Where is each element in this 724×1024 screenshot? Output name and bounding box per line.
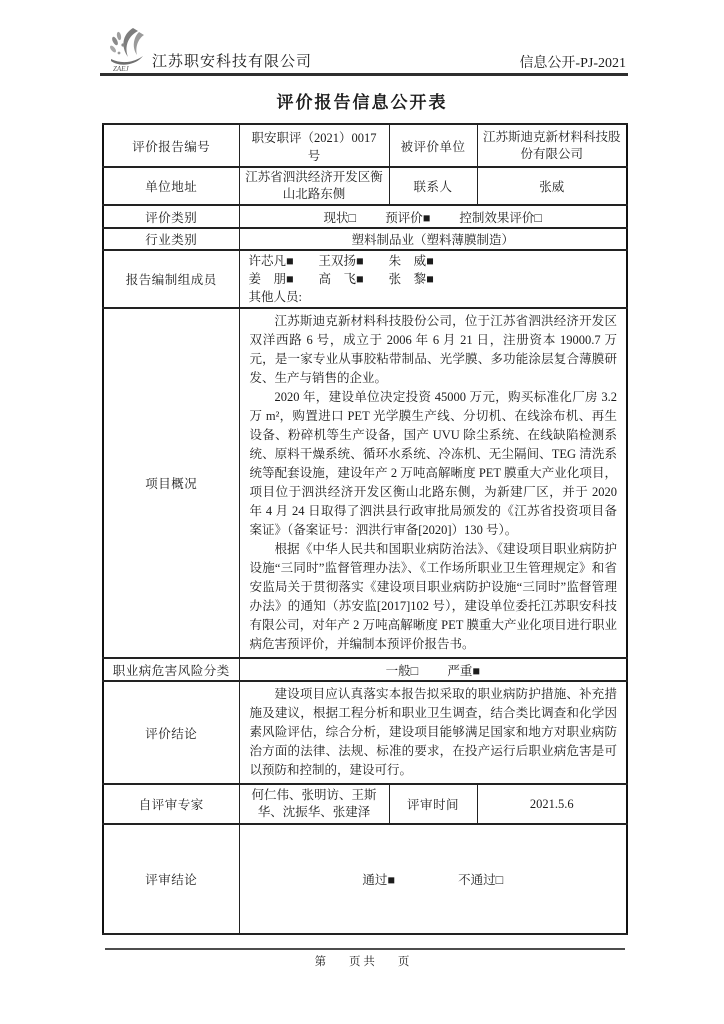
header-rule	[100, 73, 628, 76]
disclosure-table	[102, 123, 628, 935]
header-company-name: 江苏职安科技有限公司	[152, 54, 313, 70]
review-result-options	[239, 824, 627, 934]
team-line-2: 姜 朋■ 高 飞■ 张 黎■	[248, 272, 434, 286]
table-row-experts	[103, 784, 627, 824]
table-row-conclusion	[103, 681, 627, 784]
footer-rule	[105, 948, 625, 950]
table-row-risk-class	[103, 658, 627, 681]
table-row-report-no	[103, 124, 627, 167]
address-label: 单位地址	[103, 167, 239, 205]
contact-value: 张威	[477, 167, 627, 205]
eval-category-label: 评价类别	[103, 205, 239, 228]
conclusion-label: 评价结论	[103, 681, 239, 784]
industry-label: 行业类别	[103, 228, 239, 250]
checkbox-option-general: 一般□	[385, 663, 419, 678]
overview-paragraph-3: 根据《中华人民共和国职业病防治法》、《建设项目职业病防护设施“三同时”监督管理办法》、《工作场所职业卫生管理规定》和省安监局关于贯彻落实《建设项目职业病防护设施“三同时”监督管理办法》的通知（苏安监[2017]102 号），建设单位委托江苏职安科技有限公司，对年产 2 万吨高解晰度 PET 膜重大产业化项目进行职业病危害预评价，并编制本预评价报告书。	[249, 542, 617, 651]
checkbox-option-fail: 不通过□	[458, 873, 504, 887]
checkbox-option-status: 现状□	[323, 210, 357, 225]
checkbox-option-pre-eval: 预评价■	[385, 210, 431, 225]
table-row-eval-category	[103, 205, 627, 228]
experts-value: 何仁伟、张明访、王斯华、沈振华、张建泽	[239, 784, 389, 824]
eval-category-options	[239, 205, 627, 228]
review-result-label: 评审结论	[103, 824, 239, 934]
company-logo-icon	[103, 26, 153, 74]
experts-label: 自评审专家	[103, 784, 239, 824]
page-title: 评价报告信息公开表	[276, 93, 448, 112]
conclusion-text-cell	[239, 681, 627, 784]
team-line-1: 许芯凡■ 王双扬■ 朱 威■	[248, 254, 434, 268]
industry-value: 塑料制品业（塑料薄膜制造）	[239, 228, 627, 250]
risk-class-options	[239, 658, 627, 681]
report-no-label: 评价报告编号	[103, 124, 239, 167]
header-doc-code: 信息公开-PJ-2021	[519, 56, 626, 71]
overview-paragraph-1: 江苏斯迪克新材料科技股份公司，位于江苏省泗洪经济开发区双洋西路 6 号，成立于 2006 年 6 月 21 日，注册资本 19000.7 万元，是一家专业从事胶粘带制品、光学膜、多功能涂层复合薄膜研发、生产与销售的企业。	[249, 314, 617, 385]
checkbox-option-control-effect: 控制效果评价□	[459, 210, 542, 225]
checkbox-option-severe: 严重■	[447, 663, 480, 678]
team-members	[239, 250, 627, 308]
review-time-value: 2021.5.6	[477, 784, 627, 824]
risk-class-label: 职业病危害风险分类	[103, 658, 239, 681]
team-label: 报告编制组成员	[103, 250, 239, 308]
address-value: 江苏省泗洪经济开发区衡山北路东侧	[239, 167, 389, 205]
overview-label: 项目概况	[103, 308, 239, 658]
table-row-review-result	[103, 824, 627, 934]
contact-label: 联系人	[389, 167, 477, 205]
overview-text	[239, 308, 627, 658]
review-time-label: 评审时间	[389, 784, 477, 824]
table-row-industry	[103, 228, 627, 250]
overview-paragraph-2: 2020 年，建设单位决定投资 45000 万元，购买标准化厂房 3.2 万 m²，购置进口 PET 光学膜生产线、分切机、在线涂布机、再生设备、粉碎机等生产设备，国产 UVU 除尘系统、在线缺陷检测系统、原料干燥系统、循环水系统、冷冻机、无尘隔间、TEG 清洗系统等配套设施，建设年产 2 万吨高解晰度 PET 膜重大产业化项目，项目位于泗洪经济开发区衡山北路东侧，为新建厂区，并于 2020 年 4 月 24 日取得了泗洪县行政审批局颁发的《江苏省投资项目备案证》（备案证号：泗洪行审备[2020]）130 号）。	[249, 390, 617, 537]
evaluated-unit-value: 江苏斯迪克新材料科技股份有限公司	[477, 124, 627, 167]
evaluated-unit-label: 被评价单位	[389, 124, 477, 167]
table-row-overview	[103, 308, 627, 658]
report-no-value: 职安职评（2021）0017 号	[239, 124, 389, 167]
logo-text: ZAEJ	[113, 65, 129, 73]
conclusion-text: 建设项目应认真落实本报告拟采取的职业病防护措施、补充措施及建议，根据工程分析和职业卫生调查，结合类比调查和化学因素风险评估，综合分析，建设项目能够满足国家和地方对职业病防治方面的法律、法规、标准的要求，在投产运行后职业病危害是可以预防和控制的，建设可行。	[249, 687, 617, 777]
table-row-address	[103, 167, 627, 205]
team-line-3: 其他人员:	[248, 290, 302, 304]
table-row-team	[103, 250, 627, 308]
checkbox-option-pass: 通过■	[362, 873, 395, 887]
footer-page-number: 第 页 共 页	[314, 956, 410, 968]
